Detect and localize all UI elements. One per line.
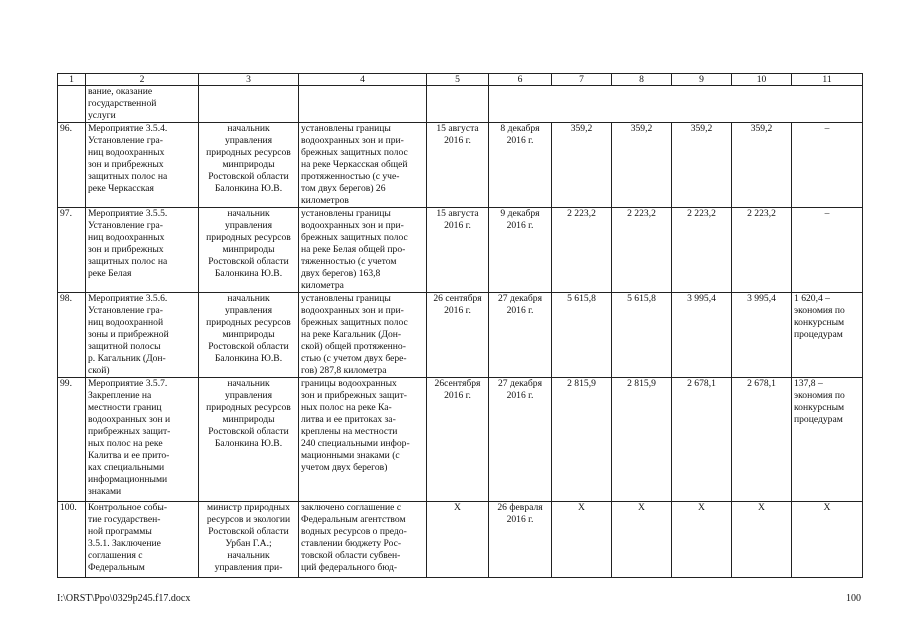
cell-start-date: Х [427,502,489,578]
cell-result [299,86,427,123]
cell-end-date: 26 февраля 2016 г. [489,502,552,578]
page-number: 100 [846,593,861,604]
cell-responsible: начальник управления природных ресурсов минприроды Ростовской области Балонкина Ю.В. [199,208,299,293]
cell-value-10: 2 678,1 [732,378,792,502]
cell-note: 1 620,4 – экономия по конкурсным процедурам [792,293,863,378]
cell-note: – [792,123,863,208]
cell-number: 99. [58,378,86,502]
header-cell: 7 [552,74,612,86]
cell-responsible: начальник управления природных ресурсов минприроды Ростовской области Балонкина Ю.В. [199,123,299,208]
header-cell: 2 [86,74,199,86]
cell-value-10: 359,2 [732,123,792,208]
cell-result: установлены границы водоохранных зон и при- брежных защитных полос на реке Белая общей про- тяженностью (с учетом двух берегов) 163,8 километра [299,208,427,293]
cell-result: заключено соглашение с Федеральным агентством водных ресурсов о предо- ставлении бюджету Рос- товской области субвен- ций федерального бюд- [299,502,427,578]
cell-activity: Контрольное собы- тие государствен- ной программы 3.5.1. Заключение соглашения с Федеральным [86,502,199,578]
cell-activity: Мероприятие 3.5.4. Установление гра- ниц водоохранных зон и прибрежных защитных полос на реке Черкасская [86,123,199,208]
cell-value-9: 3 995,4 [672,293,732,378]
table-row [58,502,863,578]
cell-value-7: 359,2 [552,123,612,208]
header-cell: 4 [299,74,427,86]
cell-result: установлены границы водоохранных зон и при- брежных защитных полос на реке Черкасская общей протяженностью (с уче- том двух берегов) 26 километров [299,123,427,208]
cell-value-8: 5 615,8 [612,293,672,378]
cell-result: границы водоохранных зон и прибрежных защит- ных полос на реке Ка- литва и ее притоках за- креплены на местности 240 специальными инфор- мационными знаками (с учетом двух берегов) [299,378,427,502]
header-cell: 9 [672,74,732,86]
header-cell: 6 [489,74,552,86]
cell-note: 137,8 – экономия по конкурсным процедурам [792,378,863,502]
cell-value-7: 2 815,9 [552,378,612,502]
cell-end-date: 27 декабря 2016 г. [489,378,552,502]
cell-activity: вание, оказание государственной услуги [86,86,199,123]
cell-end-date: 8 декабря 2016 г. [489,123,552,208]
header-cell: 5 [427,74,489,86]
cell-value-8: 2 223,2 [612,208,672,293]
cell-note: – [792,208,863,293]
cell-start-date: 26 сентября 2016 г. [427,293,489,378]
cell-value-8: 359,2 [612,123,672,208]
cell-start-date: 15 августа 2016 г. [427,123,489,208]
table-row [58,378,863,502]
cell-end-date: 9 декабря 2016 г. [489,208,552,293]
cell-activity: Мероприятие 3.5.5. Установление гра- ниц водоохранных зон и прибрежных защитных полос на реке Белая [86,208,199,293]
table-header-row [58,74,863,86]
cell-value-8: 2 815,9 [612,378,672,502]
cell-start-date: 26сентября 2016 г. [427,378,489,502]
table-row-continuation [58,86,863,123]
cell-value-9: 2 223,2 [672,208,732,293]
cell-responsible: начальник управления природных ресурсов минприроды Ростовской области Балонкина Ю.В. [199,293,299,378]
footer-file-path: I:\ORST\Ppo\0329p245.f17.docx [57,593,191,604]
cell-number: 97. [58,208,86,293]
table-row [58,208,863,293]
cell-result: установлены границы водоохранных зон и при- брежных защитных полос на реке Кагальник (Дон- ской) общей протяженно- стью (с учетом двух бере- гов) 287,8 километра [299,293,427,378]
cell-number: 96. [58,123,86,208]
cell-value-10: 2 223,2 [732,208,792,293]
cell-end [489,86,863,123]
header-cell: 10 [732,74,792,86]
header-cell: 3 [199,74,299,86]
cell-start-date: 15 августа 2016 г. [427,208,489,293]
table-row [58,123,863,208]
cell-activity: Мероприятие 3.5.7. Закрепление на местности границ водоохранных зон и прибрежных защит- ных полос на реке Калитва и ее прито- ках специальными информационными знаками [86,378,199,502]
cell-responsible [199,86,299,123]
cell-number: 98. [58,293,86,378]
cell-note: Х [792,502,863,578]
cell-number [58,86,86,123]
cell-value-8: Х [612,502,672,578]
cell-value-9: 2 678,1 [672,378,732,502]
cell-value-10: 3 995,4 [732,293,792,378]
cell-value-7: 5 615,8 [552,293,612,378]
document-table [57,73,863,578]
cell-value-7: Х [552,502,612,578]
header-cell: 11 [792,74,863,86]
cell-responsible: министр природных ресурсов и экологии Ростовской области Урбан Г.А.; начальник управления при- [199,502,299,578]
cell-responsible: начальник управления природных ресурсов минприроды Ростовской области Балонкина Ю.В. [199,378,299,502]
cell-value-9: Х [672,502,732,578]
header-cell: 1 [58,74,86,86]
cell-end-date: 27 декабря 2016 г. [489,293,552,378]
cell-number: 100. [58,502,86,578]
cell-value-7: 2 223,2 [552,208,612,293]
table-row [58,293,863,378]
cell-value-9: 359,2 [672,123,732,208]
cell-start [427,86,489,123]
cell-value-10: Х [732,502,792,578]
cell-activity: Мероприятие 3.5.6. Установление гра- ниц водоохранной зоны и прибрежной защитной полосы р. Кагальник (Дон- ской) [86,293,199,378]
header-cell: 8 [612,74,672,86]
